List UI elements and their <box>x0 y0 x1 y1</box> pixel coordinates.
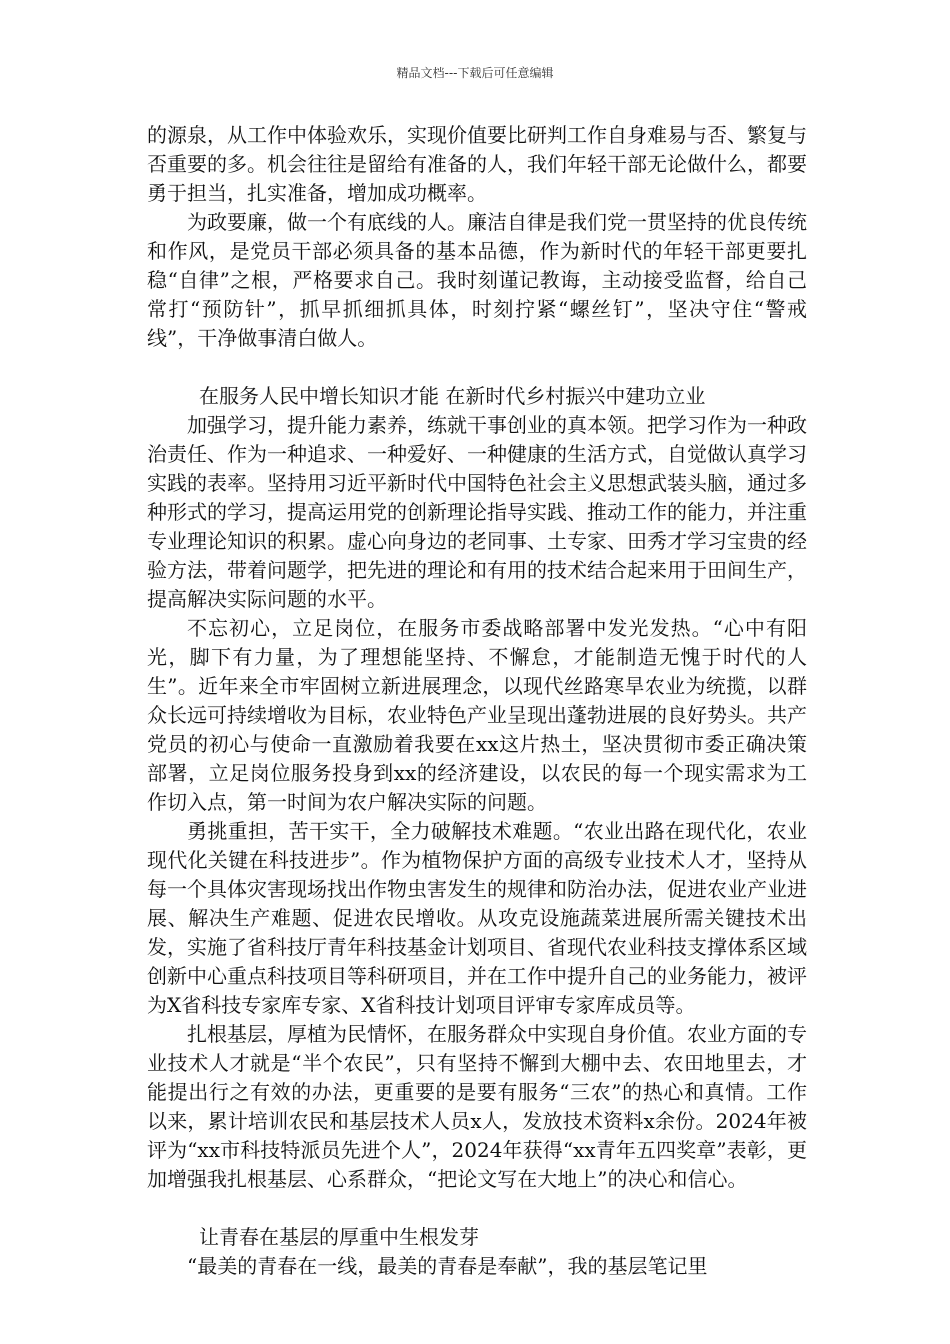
section-heading: 让青春在基层的厚重中生根发芽 <box>199 1225 479 1249</box>
paragraph: 扎根基层，厚植为民情怀，在服务群众中实现自身价值。农业方面的专业技术人才就是“半个农民”，只有坚持不懈到大棚中去、农田地里去，才能提出行之有效的办法，更重要的是要有服务“三农”的热心和真情。工作以来，累计培训农民和基层技术人员x人，发放技术资料x余份。2024年被评为“xx市科技特派员先进个人”，2024年获得“xx青年五四奖章”表彰，更加增强我扎根基层、心系群众，“把论文写在大地上”的决心和信心。 <box>147 1022 807 1191</box>
paragraph: 的源泉，从工作中体验欢乐，实现价值要比研判工作自身难易与否、繁复与否重要的多。机会往往是留给有准备的人，我们年轻干部无论做什么，都要勇于担当，扎实准备，增加成功概率。 <box>147 123 807 205</box>
blank-line <box>147 353 807 382</box>
blank-line <box>147 1194 807 1223</box>
paragraph: 勇挑重担，苦干实干，全力破解技术难题。“农业出路在现代化，农业现代化关键在科技进步”。作为植物保护方面的高级专业技术人才，坚持从每一个具体灾害现场找出作物虫害发生的规律和防治办法，促进农业产业进展、解决生产难题、促进农民增收。从攻克设施蔬菜进展所需关键技术出发，实施了省科技厅青年科技基金计划项目、省现代农业科技支撑体系区域创新中心重点科技项目等科研项目，并在工作中提升自己的业务能力，被评为X省科技专家库专家、X省科技计划项目评审专家库成员等。 <box>147 819 807 1017</box>
paragraph: 不忘初心，立足岗位，在服务市委战略部署中发光发热。“心中有阳光，脚下有力量，为了理想能坚持、不懈怠，才能制造无愧于时代的人生”。近年来全市牢固树立新进展理念，以现代丝路寒旱农业为统揽，以群众长远可持续增收为目标，农业特色产业呈现出蓬勃进展的良好势头。共产党员的初心与使命一直激励着我要在xx这片热土，坚决贯彻市委正确决策部署，立足岗位服务投身到xx的经济建设，以农民的每一个现实需求为工作切入点，第一时间为农户解决实际的问题。 <box>147 616 807 814</box>
paragraph: 加强学习，提升能力素养，练就干事创业的真本领。把学习作为一种政治责任、作为一种追求、一种爱好、一种健康的生活方式，自觉做认真学习实践的表率。坚持用习近平新时代中国特色社会主义思想武装头脑，通过多种形式的学习，提高运用党的创新理论指导实践、推动工作的能力，并注重专业理论知识的积累。虚心向身边的老同事、土专家、田秀才学习宝贵的经验方法，带着问题学，把先进的理论和有用的技术结合起来用于田间生产，提高解决实际问题的水平。 <box>147 413 807 611</box>
paragraph: 为政要廉，做一个有底线的人。廉洁自律是我们党一贯坚持的优良传统和作风，是党员干部必须具备的基本品德，作为新时代的年轻干部更要扎稳“自律”之根，严格要求自己。我时刻谨记教诲，主动接受监督，给自己常打“预防针”，抓早抓细抓具体，时刻拧紧“螺丝钉”，坚决守住“警戒线”，干净做事清白做人。 <box>147 210 807 350</box>
paragraph: “最美的青春在一线，最美的青春是奉献”，我的基层笔记里 <box>187 1254 708 1278</box>
document-body <box>147 121 807 1281</box>
page-header: 精品文档---下载后可任意编辑 <box>396 66 554 80</box>
section-heading: 在服务人民中增长知识才能 在新时代乡村振兴中建功立业 <box>199 384 706 408</box>
